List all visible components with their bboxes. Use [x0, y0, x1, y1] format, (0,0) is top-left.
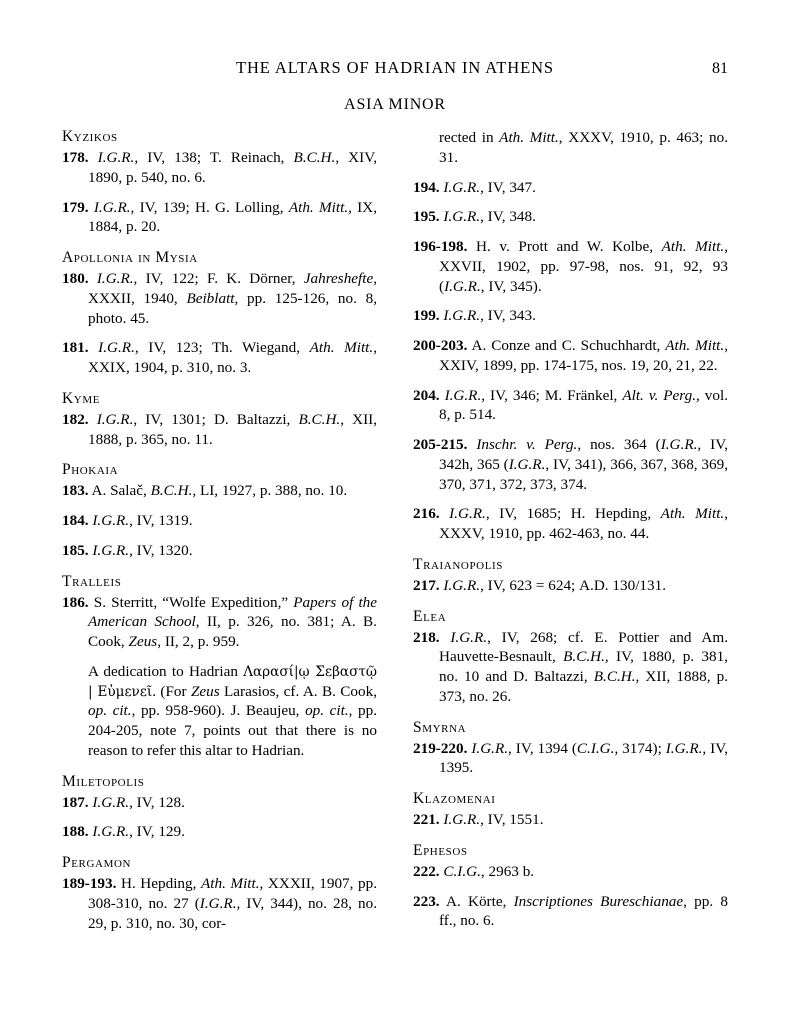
entry-text: I.G.R., IV, 139; H. G. Lolling, Ath. Mitt., IX, 1884, p. 20.: [88, 198, 377, 236]
entry-number: 195.: [413, 208, 440, 226]
place-subheading: Tralleis: [62, 572, 122, 590]
place-subheading: Ephesos: [413, 841, 468, 859]
entry-number: 221.: [413, 811, 440, 828]
entry-text: C.I.G., 2963 b.: [443, 862, 535, 880]
bibliography-entry: [413, 207, 728, 227]
entry-number: 204.: [413, 386, 440, 404]
entry-text: I.G.R., IV, 348.: [443, 208, 536, 226]
entry-number: 184.: [62, 512, 89, 529]
bibliography-entry: [413, 739, 728, 779]
entry-text: I.G.R., IV, 268; cf. E. Pottier and Am. Hauvette-Besnault, B.C.H., IV, 1880, p. 381, no. 10 and D. Baltazzi, B.C.H., XII, 1888, p. 373, no. 26.: [439, 628, 728, 705]
place-subheading: Pergamon: [62, 854, 132, 871]
bibliography-entry: [413, 306, 728, 326]
entry-number: 205-215.: [413, 436, 468, 453]
page-number: 81: [712, 60, 728, 77]
entry-text: I.G.R., IV, 123; Th. Wiegand, Ath. Mitt., XXIX, 1904, p. 310, no. 3.: [88, 339, 377, 376]
entry-number: 219-220.: [413, 739, 468, 757]
bibliography-entry: [413, 892, 728, 932]
entry-number: 216.: [413, 505, 440, 523]
entry-number: 186.: [62, 593, 89, 611]
entry-number: 180.: [62, 270, 89, 287]
bibliography-entry: [413, 435, 728, 494]
bibliography-entry: [413, 810, 728, 830]
bibliography-entry: [62, 198, 377, 238]
entry-number: 218.: [413, 628, 440, 646]
place-subheading: Kyme: [62, 389, 101, 407]
bibliography-entry: [413, 862, 728, 882]
entry-number: 185.: [62, 541, 89, 559]
bibliography-entry: [413, 576, 728, 596]
entry-text: I.G.R., IV, 347.: [443, 178, 536, 196]
entry-number: 181.: [62, 339, 89, 357]
place-subheading: Apollonia in Mysia: [62, 249, 198, 266]
bibliography-entry: [62, 148, 377, 188]
section-title: ASIA MINOR: [344, 96, 446, 113]
entry-text: I.G.R., IV, 122; F. K. Dörner, Jahreshefte, XXXII, 1940, Beiblatt, pp. 125-126, no. 8, photo. 45.: [88, 270, 378, 327]
bibliography-entry: [413, 386, 728, 426]
place-subheading: Phokaia: [62, 461, 119, 479]
bibliography-entry: [62, 593, 377, 652]
bibliography-entry: [413, 178, 728, 198]
entry-text: Inschr. v. Perg., nos. 364 (I.G.R., IV, 342h, 365 (I.G.R., IV, 341), 366, 367, 368, 369, 370, 371, 372, 373, 374.: [439, 436, 729, 493]
entry-text: I.G.R., IV, 128.: [92, 793, 185, 811]
entry-number: 179.: [62, 198, 89, 216]
entry-number: 200-203.: [413, 337, 468, 354]
entry-number: 222.: [413, 862, 440, 880]
entry-text: I.G.R., IV, 1320.: [92, 541, 193, 559]
bibliography-entry: [62, 874, 377, 933]
running-head: THE ALTARS OF HADRIAN IN ATHENS: [236, 58, 554, 77]
entry-note: A dedication to Hadrian Λαρασί|ῳ Σεβαστῷ | Εὐμενεῖ. (For Zeus Larasios, cf. A. B. Cook, op. cit., pp. 958-960). J. Beaujeu, op. cit., pp. 204-205, note 7, points out that there is no reason to refer this altar to Hadrian.: [88, 662, 377, 759]
entry-number: 178.: [62, 149, 89, 166]
entry-number: 189-193.: [62, 875, 117, 892]
place-subheading: Smyrna: [413, 718, 467, 736]
entry-text: I.G.R., IV, 623 = 624; A.D. 130/131.: [443, 576, 666, 594]
entry-text: H. v. Prott and W. Kolbe, Ath. Mitt., XXVII, 1902, pp. 97-98, nos. 91, 92, 93 (I.G.R., IV, 345).: [439, 238, 729, 295]
entry-number: 187.: [62, 793, 89, 811]
bibliography-entry: [413, 628, 728, 707]
bibliography-entry: [62, 511, 377, 531]
entry-text: A. Körte, Inscriptiones Bureschianae, pp. 8 ff., no. 6.: [439, 892, 728, 930]
entry-text: I.G.R., IV, 343.: [443, 307, 536, 325]
place-subheading: Elea: [413, 607, 447, 625]
body-columns: [62, 128, 728, 943]
place-subheading: Miletopolis: [62, 772, 145, 790]
left-column: [62, 128, 377, 943]
entry-number: 196-198.: [413, 238, 468, 255]
entry-text: I.G.R., IV, 138; T. Reinach, B.C.H., XIV, 1890, p. 540, no. 6.: [88, 149, 378, 186]
bibliography-entry: [62, 338, 377, 378]
entry-text: I.G.R., IV, 1319.: [92, 512, 193, 529]
place-subheading: Traianopolis: [413, 555, 504, 573]
entry-text: I.G.R., IV, 129.: [92, 823, 185, 841]
entry-text: I.G.R., IV, 346; M. Fränkel, Alt. v. Perg., vol. 8, p. 514.: [439, 386, 728, 424]
entry-number: 194.: [413, 178, 440, 196]
entry-number: 217.: [413, 576, 440, 594]
bibliography-entry: [62, 410, 377, 450]
bibliography-entry: [413, 504, 728, 544]
entry-text: S. Sterritt, “Wolfe Expedition,” Papers of the American School, II, p. 326, no. 381; A. B. Cook, Zeus, II, 2, p. 959.: [88, 593, 378, 650]
entry-number: 182.: [62, 410, 89, 428]
entry-number: 188.: [62, 823, 89, 841]
bibliography-entry: [413, 336, 728, 376]
entry-text: A. Salač, B.C.H., LI, 1927, p. 388, no. 10.: [91, 482, 348, 500]
bibliography-entry: [62, 793, 377, 813]
right-column: [413, 128, 728, 943]
bibliography-entry: [62, 269, 377, 328]
bibliography-entry: [62, 541, 377, 561]
entry-text: H. Hepding, Ath. Mitt., XXXII, 1907, pp. 308-310, no. 27 (I.G.R., IV, 344), no. 28, no. 29, p. 310, no. 30, cor-: [88, 875, 377, 932]
place-subheading: Klazomenai: [413, 790, 496, 807]
entry-text: A. Conze and C. Schuchhardt, Ath. Mitt., XXIV, 1899, pp. 174-175, nos. 19, 20, 21, 22.: [439, 337, 728, 374]
entry-continuation: rected in Ath. Mitt., XXXV, 1910, p. 463; no. 31.: [439, 129, 728, 166]
place-subheading: Kyzikos: [62, 128, 118, 145]
bibliography-entry: [413, 237, 728, 296]
entry-number: 199.: [413, 307, 440, 325]
entry-number: 183.: [62, 482, 89, 500]
entry-number: 223.: [413, 892, 440, 910]
bibliography-entry: [62, 822, 377, 842]
entry-text: I.G.R., IV, 1301; D. Baltazzi, B.C.H., XII, 1888, p. 365, no. 11.: [88, 410, 377, 448]
entry-text: I.G.R., IV, 1551.: [443, 811, 544, 828]
entry-text: I.G.R., IV, 1685; H. Hepding, Ath. Mitt., XXXV, 1910, pp. 462-463, no. 44.: [439, 505, 729, 542]
entry-text: I.G.R., IV, 1394 (C.I.G., 3174); I.G.R., IV, 1395.: [439, 739, 728, 777]
bibliography-entry: [62, 481, 377, 501]
